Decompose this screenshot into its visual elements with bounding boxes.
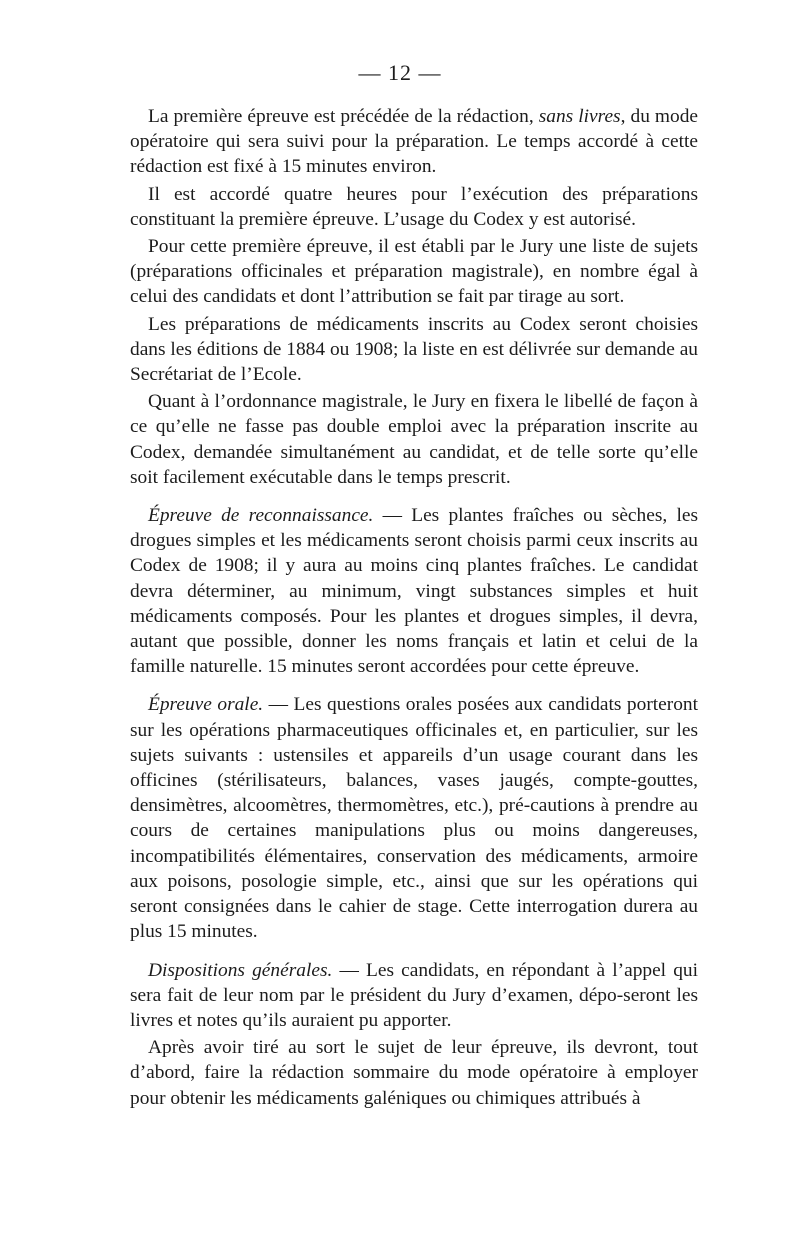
paragraph-codex (130, 312, 698, 388)
section-heading: Épreuve orale. (148, 694, 264, 716)
paragraph-text: Quant à l’ordonnance magistrale, le Jury en fixera le libellé de façon à ce qu’elle ne fasse pas double emploi avec la préparation inscrite au Codex, demandée simultanément au candidat, et de telle sorte qu’elle soit facilement exécutable dans le temps prescrit. (130, 391, 698, 488)
paragraph-reconnaissance (130, 503, 698, 679)
body-text (130, 104, 698, 1113)
paragraph-lead: La première épreuve est précédée de la rédaction, (148, 106, 539, 127)
paragraph-text: Après avoir tiré au sort le sujet de leur épreuve, ils devront, tout d’abord, faire la rédaction sommaire du mode opératoire à employer pour obtenir les médicaments galéniques ou chimiques attribués à (130, 1037, 698, 1109)
paragraph-text: Il est accordé quatre heures pour l’exécution des préparations constituant la première épreuve. L’usage du Codex y est autorisé. (130, 183, 698, 230)
paragraph-ordonnance (130, 389, 698, 490)
section-heading: Épreuve de reconnaissance. (148, 505, 374, 527)
paragraph-text: — Les questions orales posées aux candidats porteront sur les opérations pharmaceutiques officinales et, en particulier, sur les sujets suivants : ustensiles et appareils d’un usage courant dans les officines (stérilisateurs, balances, vases jaugés, compte-gouttes, densimètres, alcoomètres, thermomètres, etc.), pré-cautions à prendre au cours de certaines manipulations plus ou moins dangereuses, incompatibilités élémentaires, conservation des médicaments, armoire aux poisons, posologie simple, etc., ainsi que sur les opérations qui seront consignées dans le cahier de stage. Cette interrogation durera au plus 15 minutes. (130, 694, 698, 943)
paragraph-text: , du mode opératoire qui sera suivi pour la préparation. Le temps accordé à cette rédaction est fixé à 15 minutes environ. (130, 106, 699, 178)
paragraph-text: Les préparations de médicaments inscrits au Codex seront choisies dans les éditions de 1884 ou 1908; la liste en est délivrée sur demande au Secrétariat de l’Ecole. (130, 313, 698, 386)
paragraph-subjects (130, 234, 698, 310)
section-heading: Dispositions générales. (148, 959, 333, 981)
paragraph-emphasis: sans livres (538, 106, 621, 127)
paragraph-redaction (130, 104, 698, 180)
paragraph-apres (130, 1035, 698, 1111)
paragraph-text: — Les plantes fraîches ou sèches, les drogues simples et les médicaments seront choisis parmi ceux inscrits au Codex de 1908; il y aura au moins cinq plantes fraîches. Le candidat devra déterminer, au minimum, vingt substances simples et huit médicaments composés. Pour les plantes et drogues simples, il devra, autant que possible, donner les noms français et latin et celui de la famille naturelle. 15 minutes seront accordées pour cette épreuve. (130, 505, 698, 678)
paragraph-text: Pour cette première épreuve, il est établi par le Jury une liste de sujets (préparations officinales et préparation magistrale), en nombre égal à celui des candidats et dont l’attribution se fait par tirage au sort. (130, 236, 698, 308)
paragraph-duration (130, 182, 698, 232)
page-number: — 12 — (358, 60, 442, 85)
paragraph-text: — Les candidats, en répondant à l’appel qui sera fait de leur nom par le président du Jury d’examen, dépo-seront les livres et notes qu’ils auraient pu apporter. (130, 959, 698, 1031)
paragraph-orale (130, 692, 698, 944)
paragraph-dispositions (130, 958, 698, 1034)
